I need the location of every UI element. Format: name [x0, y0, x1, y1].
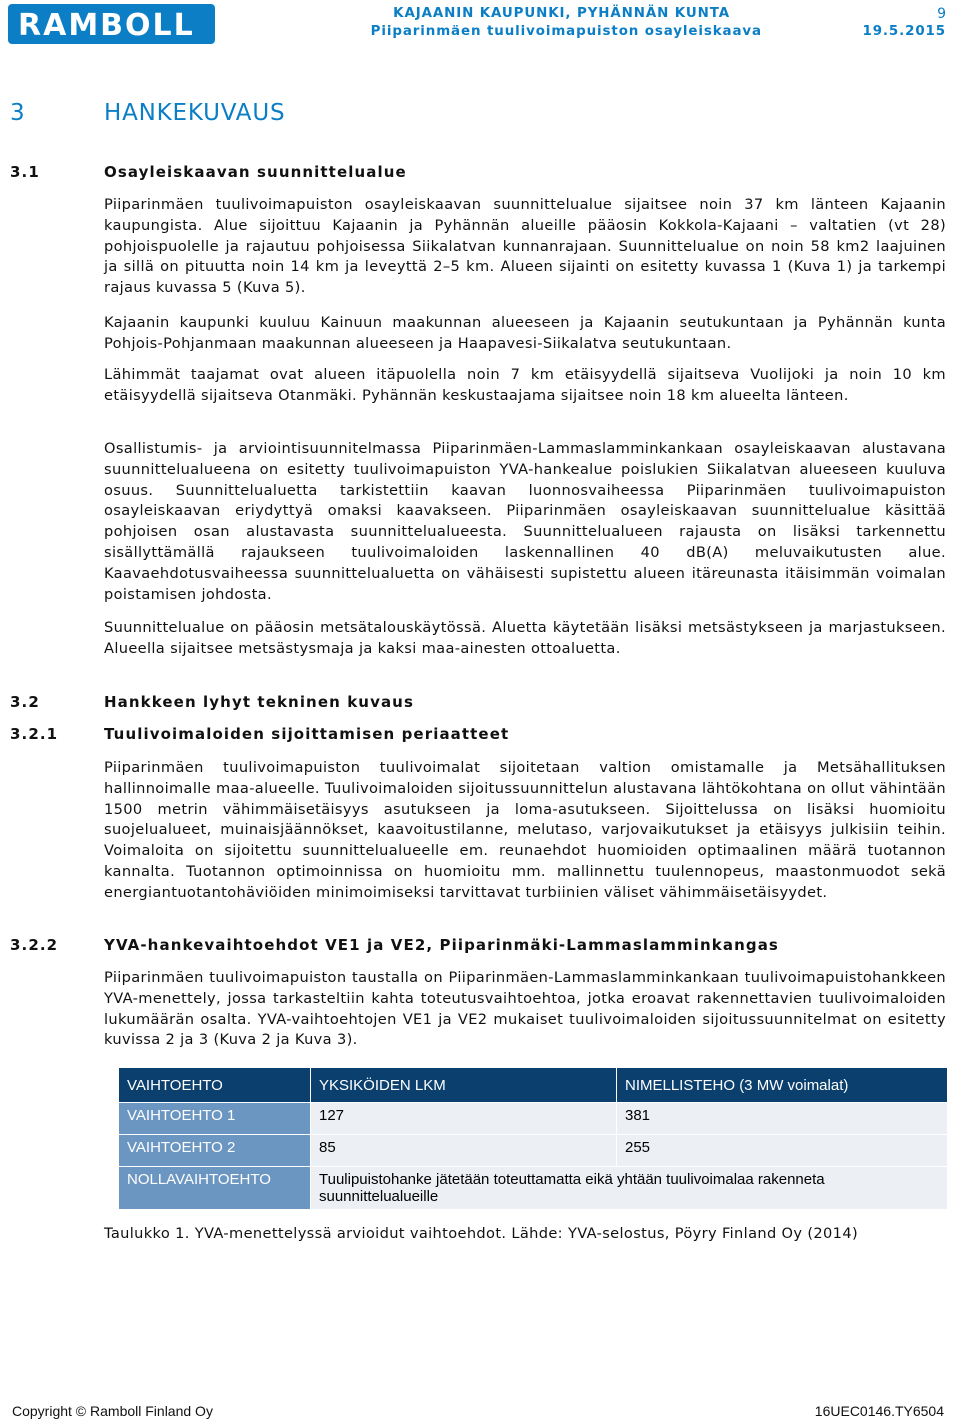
- table-cell: NOLLAVAIHTOEHTO: [119, 1167, 311, 1210]
- table-header-row: [119, 1068, 948, 1103]
- section-title: HANKEKUVAUS: [104, 100, 286, 126]
- header-date: 19.5.2015: [862, 24, 946, 39]
- section-number: 3.1: [10, 163, 40, 181]
- table-header-cell: NIMELLISTEHO (3 MW voimalat): [617, 1068, 948, 1103]
- paragraph-municipality: Kajaanin kaupunki kuuluu Kainuun maakunnan alueeseen ja Kajaanin seutukuntaan ja Pyhännän kunta Pohjois-Pohjanmaan maakunnan alueeseen ja Haapavesi-Siikalatva seutukuntaan.: [104, 314, 946, 352]
- page-number: 9: [937, 6, 946, 22]
- page-header: [0, 0, 960, 48]
- section-title: Osayleiskaavan suunnittelualue: [104, 163, 407, 181]
- table-cell: Tuulipuistohanke jätetään toteuttamatta eikä yhtään tuulivoimalaa rakenneta suunnittelualueille: [311, 1167, 948, 1210]
- section-title: YVA-hankevaihtoehdot VE1 ja VE2, Piiparinmäki-Lammaslamminkangas: [104, 936, 779, 954]
- paragraph-settlements: Lähimmät taajamat ovat alueen itäpuolella noin 7 km etäisyydellä sijaitseva Vuolijoki ja noin 10 km etäisyydellä sijaitseva Otanmäki. Pyhännän keskustaajama sijaitsee noin 18 km alueelta länteen.: [104, 366, 946, 404]
- section-title: Tuulivoimaloiden sijoittamisen periaatteet: [104, 725, 510, 743]
- ramboll-logo: [8, 4, 215, 44]
- paragraph-eia-alternatives: Piiparinmäen tuulivoimapuiston taustalla on Piiparinmäen-Lammaslamminkankaan tuulivoimapuistohankkeen YVA-menettely, jossa tarkasteltiin kahta toteutusvaihtoehtoa, jotka eroavat rakennettavien tuulivoimaloiden lukumäärän osalta. YVA-vaihtoehtojen VE1 ja VE2 mukaiset tuulivoimaloiden sijoitussuunnitelmat on esitetty kuvissa 2 ja 3 (Kuva 2 ja Kuva 3).: [104, 969, 946, 1049]
- table-caption: Taulukko 1. YVA-menettelyssä arvioidut vaihtoehdot. Lähde: YVA-selostus, Pöyry Finland Oy (2014): [104, 1225, 858, 1242]
- section-title: Hankkeen lyhyt tekninen kuvaus: [104, 693, 414, 711]
- paragraph-location: Piiparinmäen tuulivoimapuiston osayleiskaavan suunnittelualue sijaitsee noin 37 km länteen Kajaanin kaupungista. Alue sijoittuu Kajaanin ja Pyhännän alueille pääosin Kokkola-Kajaani – valtatien (vt 28) pohjoispuolelle ja rajautuu pohjoisessa Siikalatvan kunnanrajaan. Suunnittelualue on noin 58 km2 laajuinen ja sillä on pituutta noin 14 km ja leveyttä 2–5 km. Alueen sijainti on esitetty kuvassa 1 (Kuva 1) ja tarkempi rajaus kuvassa 5 (Kuva 5).: [104, 196, 946, 297]
- table-row: [119, 1135, 948, 1167]
- section-number: 3.2.1: [10, 725, 59, 743]
- footer-doc-code: 16UEC0146.TY6504: [814, 1403, 944, 1419]
- table-cell: 127: [311, 1103, 617, 1135]
- footer-copyright: Copyright © Ramboll Finland Oy: [12, 1403, 213, 1419]
- header-project: Piiparinmäen tuulivoimapuiston osayleiskaava: [370, 24, 762, 39]
- table-header-cell: YKSIKÖIDEN LKM: [311, 1068, 617, 1103]
- table-row: [119, 1103, 948, 1135]
- table-cell: VAIHTOEHTO 1: [119, 1103, 311, 1135]
- section-number: 3.2: [10, 693, 40, 711]
- section-3-2-2-heading: [10, 936, 779, 954]
- table-header-cell: VAIHTOEHTO: [119, 1068, 311, 1103]
- table-cell: 381: [617, 1103, 948, 1135]
- paragraph-land-use: Suunnittelualue on pääosin metsätalouskäytössä. Aluetta käytetään lisäksi metsästykseen ja marjastukseen. Alueella sijaitsee metsästysmaja ja kaksi maa-ainesten ottoaluetta.: [104, 619, 946, 657]
- section-number: 3.2.2: [10, 936, 59, 954]
- section-3-2-heading: [10, 693, 414, 711]
- logo-text: RAMBOLL: [18, 8, 195, 43]
- section-3-2-1-heading: [10, 725, 509, 743]
- section-number: 3: [10, 100, 26, 126]
- alternatives-table: [118, 1067, 948, 1210]
- table-cell: VAIHTOEHTO 2: [119, 1135, 311, 1167]
- header-client: KAJAANIN KAUPUNKI, PYHÄNNÄN KUNTA: [393, 6, 730, 21]
- paragraph-siting-principles: Piiparinmäen tuulivoimapuiston tuulivoimalat sijoitetaan valtion omistamalle ja Metsähallituksen hallinnoimalle maa-alueelle. Tuulivoimaloiden sijoitussuunnittelun alustavana lähtökohtana on ollut vähintään 1500 metrin vähimmäisetäisyys asutukseen ja loma-asutukseen. Sijoittelussa on lisäksi huomioitu suojelualueet, muinaisjäännökset, kaavoitustilanne, melutaso, varjovaikutukset ja etäisyys julkisiin teihin. Voimaloita on sijoitettu suunnittelualueelle em. reunaehdot huomioiden optimaalinen määrä tuotannon kannalta. Tuotannon optimoinnissa on huomioitu mm. mallinnettu tuulennopeus, maastonmuodot sekä energiantuotantohäviöiden minimoimiseksi tarvittavat turbiinien väliset vähimmäisetäisyydet.: [104, 759, 946, 901]
- section-3-heading: [10, 100, 285, 126]
- paragraph-planning-area: Osallistumis- ja arviointisuunnitelmassa Piiparinmäen-Lammaslamminkankaan osayleiskaavan alustavana suunnittelualueena on esitetty tuulivoimapuiston YVA-hankealue poislukien Siikalatvan alueeseen kuuluva osuus. Suunnittelualuetta tarkistettiin kaavan luonnosvaiheessa Piiparinmäen tuulivoimapuiston osayleiskaavan eriydyttyä omaksi kaavakseen. Piiparinmäen osayleiskaavan suunnittelualue käsittää pohjoisen osan alustavasta suunnittelualueesta. Suunnittelualueen rajausta on lisäksi tarkennettu sisällyttämällä rajaukseen tuulivoimaloiden laskennallinen 40 dB(A) meluvaikutusten alue. Kaavaehdotusvaiheessa suunnittelualuetta on vähäisesti supistettu alueen itäreunasta itäisimmän voimalan poistamisen johdosta.: [104, 440, 946, 603]
- table-row: [119, 1167, 948, 1210]
- table-cell: 85: [311, 1135, 617, 1167]
- table-cell: 255: [617, 1135, 948, 1167]
- section-3-1-heading: [10, 163, 407, 181]
